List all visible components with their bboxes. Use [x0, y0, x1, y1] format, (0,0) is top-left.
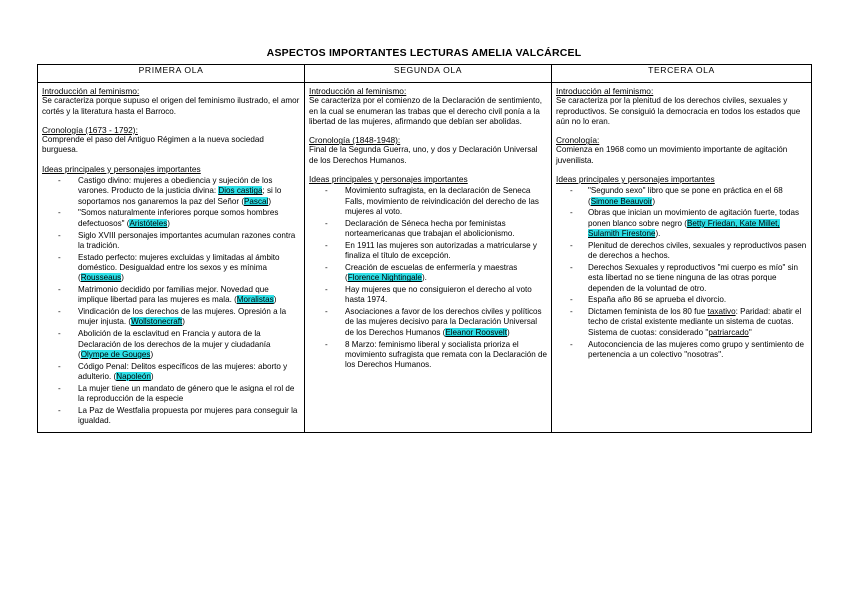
cell-primera-ola [38, 83, 305, 433]
idea-item [556, 186, 807, 207]
highlighted-name: Aristóteles [129, 218, 168, 228]
idea-item [42, 253, 300, 284]
idea-text: ) [652, 196, 656, 206]
idea-text: Siglo XVIII personajes importantes acumulan razones contra la tradición. [78, 230, 296, 250]
idea-item [309, 285, 547, 306]
idea-text: Asociaciones a favor de los derechos civiles y políticos de las mujeres decisivo para la Declaración Universal de los Derechos Humanos ( [345, 307, 542, 337]
highlighted-name: Pascal [244, 196, 269, 206]
idea-text: ) [268, 196, 272, 206]
chrono-title: Cronología (1848-1948): [309, 135, 401, 146]
idea-text: ; si lo soportamos nos ganaremos la paz del Señor ( [78, 186, 282, 206]
waves-table [37, 64, 812, 433]
idea-text: ) [150, 349, 154, 359]
content-row [38, 83, 812, 433]
highlighted-name: Eleanor Roosvelt [445, 327, 507, 337]
idea-item [42, 329, 300, 360]
highlighted-name: Napoleón [116, 371, 151, 381]
header-row [38, 65, 812, 83]
highlighted-name: Dios castiga [218, 186, 263, 196]
chrono-title: Cronología: [556, 135, 600, 146]
header-primera-ola: PRIMERA OLA [38, 65, 305, 83]
idea-text: Creación de escuelas de enfermería y maestras ( [345, 262, 518, 283]
idea-item [42, 362, 300, 383]
idea-item [556, 208, 807, 239]
intro-text: Se caracteriza por el comienzo de la Declaración de sentimiento, en la cual se enumeran las trabas que el derecho civil ponía a la libertad de las mujeres, afirmando que debían ser abolidas. [309, 96, 543, 126]
idea-item [556, 263, 807, 294]
idea-text: : Paridad: abatir el techo de cristal existente mediante un sistema de cuotas. Sistema de cuotas: considerado " [588, 307, 802, 337]
idea-item [42, 384, 300, 405]
idea-text: "Segundo sexo" libro que se pone en práctica en el 68 ( [588, 186, 783, 206]
idea-item [42, 208, 300, 229]
idea-item [309, 219, 547, 240]
idea-text: ). [655, 229, 661, 239]
idea-text: Obras que inician un movimiento de agitación fuerte, todas ponen blanco sobre negro ( [588, 208, 800, 228]
idea-text: ) [182, 317, 185, 327]
idea-text: Plenitud de derechos civiles, sexuales y reproductivos pasen de derechos a hechos. [588, 240, 807, 261]
idea-text: ) [167, 218, 170, 228]
idea-item [309, 340, 547, 371]
header-tercera-ola: TERCERA OLA [552, 65, 812, 83]
intro-title: Introducción al feminismo: [309, 86, 407, 96]
chrono-text: Comprende el paso del Antiguo Régimen a la nueva sociedad burguesa. [42, 135, 264, 155]
idea-item [556, 295, 807, 305]
ideas-title: Ideas principales y personajes importantes [556, 174, 715, 185]
idea-text: Abolición de la esclavitud en Francia y autora de la Declaración de los derechos de la mujer y ciudadanía ( [78, 329, 271, 359]
idea-item [309, 307, 547, 338]
idea-text: Castigo divino: mujeres a obediencia y sujeción de los varones. Producto de la justicia divina: [78, 176, 273, 196]
idea-text: Derechos Sexuales y reproductivos "mi cuerpo es mío" sin esta libertad no se tiene ninguna de las otras porque dependen de la voluntad de otro. [588, 262, 798, 293]
idea-text: Código Penal: Delitos específicos de las mujeres: aborto y adulterio. ( [78, 361, 288, 381]
header-segunda-ola: SEGUNDA OLA [305, 65, 552, 83]
intro-text: Se caracteriza porque supuso el origen del feminismo ilustrado, el amor cortés y la literatura hasta el Barroco. [42, 96, 300, 116]
ideas-list [556, 186, 807, 360]
cell-segunda-ola [305, 83, 552, 433]
highlighted-name: Olympe de Gouges [80, 349, 151, 359]
idea-text: ) [506, 327, 510, 337]
idea-text: Estado perfecto: mujeres excluidas y limitadas al ámbito doméstico. Desigualdad entre los sexos y es mínima ( [78, 252, 280, 283]
idea-text: En 1911 las mujeres son autorizadas a matricularse y finaliza el título de excepción. [345, 240, 537, 261]
highlighted-name: Wollstonecraft [131, 317, 183, 327]
idea-text: ) [150, 371, 154, 381]
document-page [37, 47, 811, 433]
intro-text: Se caracteriza por la plenitud de los derechos civiles, sexuales y reproductivos. Se consiguió la democracia en todos los estados que aún no lo eran. [556, 96, 801, 126]
chrono-text: Comienza en 1968 como un movimiento importante de agitación juvenilista. [556, 145, 788, 165]
document-title: ASPECTOS IMPORTANTES LECTURAS AMELIA VALCÁRCEL [266, 47, 582, 59]
underlined-term: patriarcado [708, 327, 749, 337]
idea-item [556, 307, 807, 338]
ideas-list [42, 176, 300, 426]
intro-title: Introducción al feminismo: [556, 86, 654, 96]
cell-tercera-ola [552, 83, 812, 433]
idea-item [309, 241, 547, 262]
ideas-title: Ideas principales y personajes importantes [42, 163, 201, 174]
idea-text: Autoconciencia de las mujeres como grupo y sentimiento de pertenencia a un colectivo "nosotras". [588, 339, 804, 359]
idea-item [556, 340, 807, 361]
highlighted-name: Florence Nightingale [347, 273, 422, 283]
highlighted-name: Moralistas [236, 295, 274, 305]
highlighted-name: Rousseaus [80, 273, 122, 283]
idea-text: Declaración de Séneca hecha por feministas norteamericanas que trabajan el abolicionismo. [345, 218, 515, 239]
idea-item [42, 231, 300, 252]
underlined-term: taxativo [707, 307, 736, 317]
highlighted-name: Betty Friedan, Kate Millet, Sulamith Firestone [588, 218, 780, 239]
idea-item [42, 307, 300, 328]
idea-item [42, 406, 300, 427]
ideas-title: Ideas principales y personajes importantes [309, 174, 468, 185]
ideas-list [309, 186, 547, 370]
idea-text: 8 Marzo: feminismo liberal y socialista prioriza el movimiento sufragista que remata con la Declaración de los Derechos Humanos. [345, 339, 547, 370]
idea-text: La mujer tiene un mandato de género que le asigna el rol de la reproducción de la especie [78, 383, 295, 404]
idea-item [309, 186, 547, 217]
idea-text: " [748, 327, 752, 337]
idea-item [42, 285, 300, 306]
idea-text: Vindicación de los derechos de las mujeres. Opresión a la mujer injusta. ( [78, 307, 287, 327]
idea-text: ) [121, 273, 124, 283]
idea-text: Movimiento sufragista, en la declaración de Seneca Falls, movimiento de reivindicación del derecho de las mujeres al voto. [345, 186, 539, 216]
highlighted-name: Simone Beauvoir [590, 196, 653, 206]
idea-text: La Paz de Westfalia propuesta por mujeres para conseguir la igualdad. [78, 405, 298, 426]
idea-item [556, 241, 807, 262]
idea-text: ) [273, 295, 277, 305]
idea-text: España año 86 se aprueba el divorcio. [588, 295, 727, 305]
idea-text: Dictamen feminista de los 80 fue [588, 307, 708, 317]
chrono-text: Final de la Segunda Guerra, uno, y dos y Declaración Universal de los Derechos Humanos. [309, 145, 538, 165]
idea-item [42, 176, 300, 207]
idea-text: ). [421, 273, 427, 283]
idea-item [309, 263, 547, 284]
idea-text: "Somos naturalmente inferiores porque somos hombres defectuosos" ( [78, 208, 279, 228]
chrono-title: Cronología (1673 - 1792): [42, 124, 138, 135]
idea-text: Matrimonio decidido por familias mejor. Novedad que implique libertad para las mujeres es mala. ( [78, 285, 269, 305]
idea-text: Hay mujeres que no consiguieron el derecho al voto hasta 1974. [345, 285, 532, 305]
intro-title: Introducción al feminismo: [42, 86, 140, 96]
